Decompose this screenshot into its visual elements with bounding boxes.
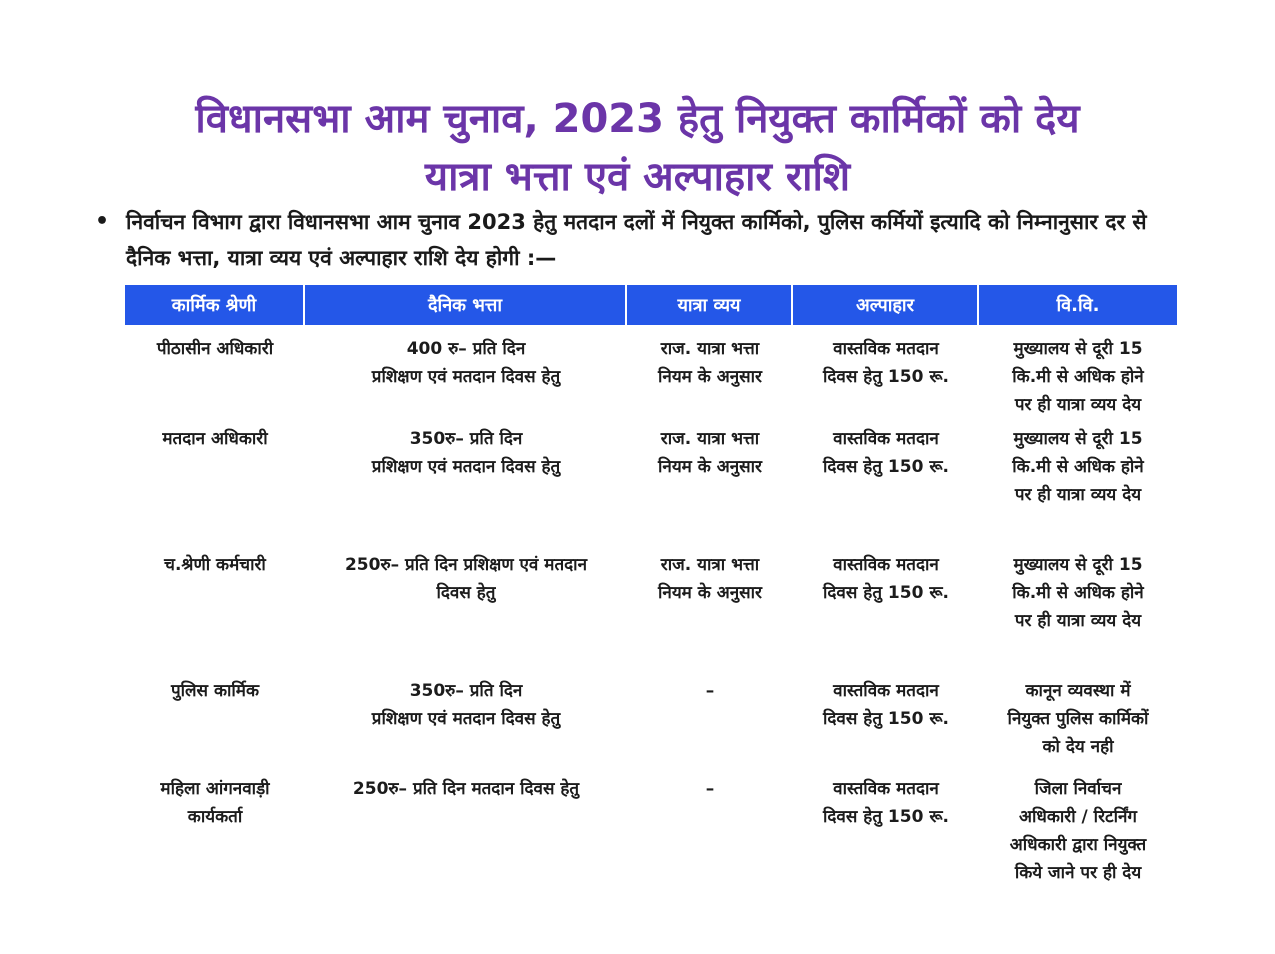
- table-row: [125, 677, 1177, 775]
- bullet-symbol: •: [95, 209, 110, 234]
- table-row: [125, 425, 1177, 551]
- cell-remarks: मुख्यालय से दूरी 15 कि.मी से अधिक होने पर ही यात्रा व्यय देय: [1012, 429, 1144, 505]
- cell-daily-allowance: 350रु– प्रति दिन प्रशिक्षण एवं मतदान दिवस हेतु: [371, 429, 561, 477]
- cell-travel: राज. यात्रा भत्ता नियम के अनुसार: [657, 429, 763, 477]
- cell-category: पीठासीन अधिकारी: [156, 339, 274, 359]
- header-daily-allowance: दैनिक भत्ता: [305, 285, 627, 325]
- table-row: [125, 551, 1177, 677]
- cell-remarks: मुख्यालय से दूरी 15 कि.मी से अधिक होने पर ही यात्रा व्यय देय: [1012, 339, 1144, 415]
- table-row: [125, 775, 1177, 895]
- title-line-2: यात्रा भत्ता एवं अल्पाहार राशि: [424, 154, 851, 200]
- bullet-text: निर्वाचन विभाग द्वारा विधानसभा आम चुनाव 2023 हेतु मतदान दलों में नियुक्त कार्मिको, पुलिस कर्मियों इत्यादि को निम्नानुसार दर से दैनिक भत्ता, यात्रा व्यय एवं अल्पाहार राशि देय होगी :—: [126, 210, 1147, 270]
- header-personnel-category: कार्मिक श्रेणी: [125, 285, 305, 325]
- cell-refreshment: वास्तविक मतदान दिवस हेतु 150 रू.: [823, 779, 949, 827]
- header-travel-expense: यात्रा व्यय: [627, 285, 793, 325]
- cell-category: च.श्रेणी कर्मचारी: [164, 555, 266, 575]
- cell-remarks: जिला निर्वाचन अधिकारी / रिटर्निंग अधिकारी द्वारा नियुक्त किये जाने पर ही देय: [1009, 779, 1147, 883]
- table-row: [125, 325, 1177, 425]
- cell-travel: –: [705, 681, 715, 701]
- cell-travel: राज. यात्रा भत्ता नियम के अनुसार: [657, 555, 763, 603]
- cell-refreshment: वास्तविक मतदान दिवस हेतु 150 रू.: [823, 429, 949, 477]
- cell-daily-allowance: 250रु– प्रति दिन मतदान दिवस हेतु: [352, 779, 580, 799]
- cell-remarks: मुख्यालय से दूरी 15 कि.मी से अधिक होने पर ही यात्रा व्यय देय: [1012, 555, 1144, 631]
- cell-refreshment: वास्तविक मतदान दिवस हेतु 150 रू.: [823, 681, 949, 729]
- cell-daily-allowance: 400 रु– प्रति दिन प्रशिक्षण एवं मतदान दिवस हेतु: [371, 339, 561, 387]
- page-title: [0, 90, 1275, 206]
- cell-category: मतदान अधिकारी: [162, 429, 268, 449]
- cell-refreshment: वास्तविक मतदान दिवस हेतु 150 रू.: [823, 339, 949, 387]
- header-refreshment: अल्पाहार: [793, 285, 979, 325]
- intro-bullet: [95, 204, 1155, 276]
- title-line-1: विधानसभा आम चुनाव, 2023 हेतु नियुक्त कार्मिकों को देय: [195, 96, 1080, 142]
- cell-category: पुलिस कार्मिक: [170, 681, 260, 701]
- table-header-row: [125, 285, 1177, 325]
- cell-remarks: कानून व्यवस्था में नियुक्त पुलिस कार्मिकों को देय नही: [1007, 681, 1149, 757]
- cell-category: महिला आंगनवाड़ी कार्यकर्ता: [160, 779, 270, 827]
- header-remarks: वि.वि.: [979, 285, 1177, 325]
- cell-daily-allowance: 350रु– प्रति दिन प्रशिक्षण एवं मतदान दिवस हेतु: [371, 681, 561, 729]
- cell-daily-allowance: 250रु– प्रति दिन प्रशिक्षण एवं मतदान दिवस हेतु: [344, 555, 588, 603]
- cell-travel: –: [705, 779, 715, 799]
- allowance-table: [125, 285, 1177, 895]
- cell-travel: राज. यात्रा भत्ता नियम के अनुसार: [657, 339, 763, 387]
- cell-refreshment: वास्तविक मतदान दिवस हेतु 150 रू.: [823, 555, 949, 603]
